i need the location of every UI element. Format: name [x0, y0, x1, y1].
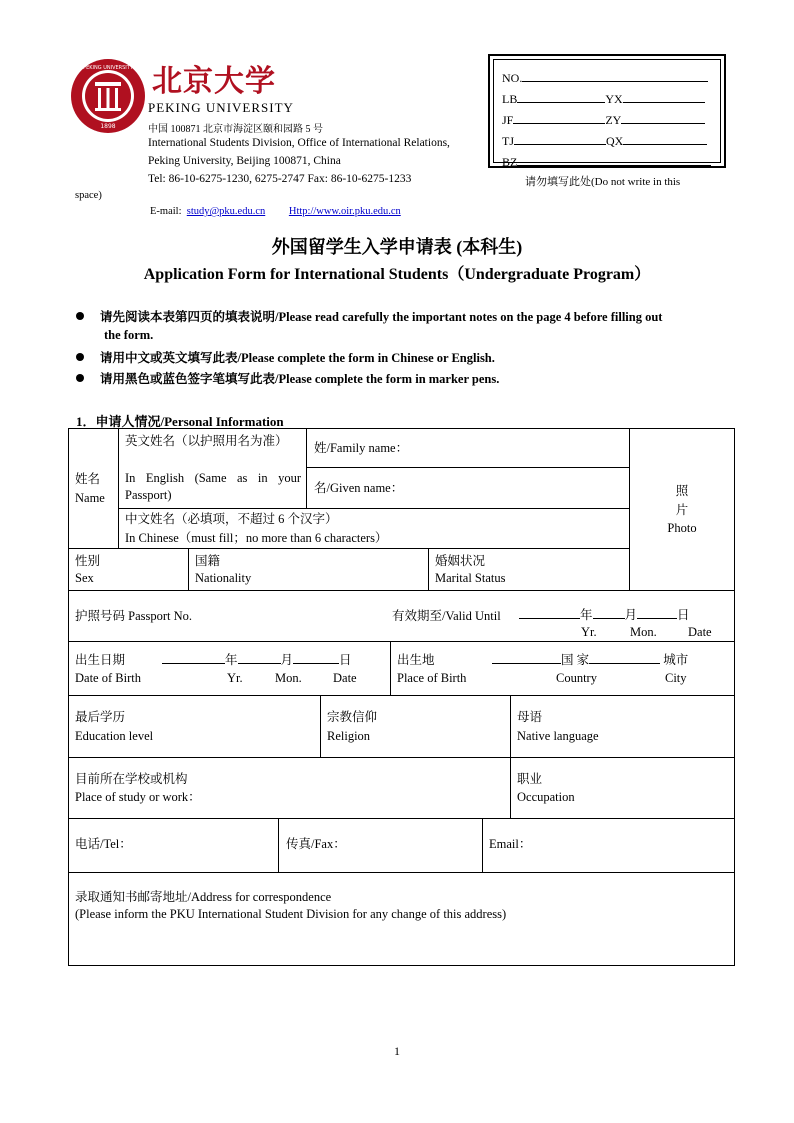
office-field-jf: JF: [502, 113, 514, 127]
bullet-icon: [76, 374, 84, 382]
university-name-cn: 北京大学: [152, 65, 276, 98]
email-link[interactable]: study@pku.edu.cn: [186, 206, 266, 217]
office-use-box: [488, 54, 726, 168]
svg-text:1898: 1898: [100, 123, 116, 130]
date-of-birth-field[interactable]: 出生日期 年 月 日 Date of Birth Yr. Mon. Date: [68, 641, 391, 696]
address-line-1: International Students Division, Office of International Relations,: [148, 137, 450, 149]
note-item-2: 请用中文或英文填写此表/Please complete the form in Chinese or English.: [76, 348, 495, 366]
passport-row: 护照号码 Passport No. 有效期至/Valid Until 年 月 日 Yr. Mon. Date: [68, 590, 735, 642]
office-field-zy: ZY: [605, 113, 622, 127]
form-title-en: Application Form for International Students（Undergraduate Program）: [143, 266, 651, 283]
page-number: 1: [394, 1044, 400, 1058]
address-line-2: Peking University, Beijing 100871, China: [148, 155, 341, 167]
native-language-field[interactable]: 母语 Native language: [510, 695, 735, 758]
place-of-study-field[interactable]: 目前所在学校或机构 Place of study or work：: [68, 757, 511, 819]
tel-field[interactable]: 电话/Tel：: [68, 818, 279, 873]
place-of-birth-field[interactable]: 出生地 国 家 城市 Place of Birth Country City: [390, 641, 735, 696]
university-name-en: PEKING UNIVERSITY: [148, 100, 294, 115]
valid-until-date[interactable]: 年 月 日: [519, 606, 690, 624]
passport-no-field[interactable]: 护照号码 Passport No.: [75, 609, 193, 623]
university-seal-logo: [70, 58, 146, 134]
photo-cell[interactable]: 照 片 Photo: [629, 428, 735, 591]
space-note: space): [75, 190, 102, 201]
valid-until-label: 有效期至/Valid Until: [392, 609, 501, 623]
family-name-field[interactable]: 姓/Family name：: [306, 428, 630, 468]
email-label: E-mail:: [150, 206, 182, 217]
marital-status-field[interactable]: 婚姻状况 Marital Status: [428, 548, 630, 591]
name-label-cell: 姓名 Name: [68, 428, 119, 549]
office-field-qx: QX: [606, 134, 624, 148]
fax-field[interactable]: 传真/Fax：: [278, 818, 483, 873]
office-field-tj: TJ: [502, 134, 514, 148]
education-level-field[interactable]: 最后学历 Education level: [68, 695, 321, 758]
address-line-3: Tel: 86-10-6275-1230, 6275-2747 Fax: 86-10-6275-1233: [148, 173, 412, 185]
english-name-label-cell: 英文姓名（以护照用名为准） In English (Same as in your Passport): [118, 428, 307, 509]
contact-links: [150, 206, 401, 217]
given-name-field[interactable]: 名/Given name：: [306, 467, 630, 509]
bullet-icon: [76, 312, 84, 320]
correspondence-address-field[interactable]: 录取通知书邮寄地址/Address for correspondence (Please inform the PKU International Student Division for any change of this address): [68, 872, 735, 966]
office-field-no: NO.: [502, 71, 523, 85]
office-field-bz: BZ: [502, 155, 518, 169]
email-field[interactable]: Email：: [482, 818, 735, 873]
bullet-icon: [76, 353, 84, 361]
address-cn: 中国 100871 北京市海淀区颐和园路 5 号: [148, 124, 323, 135]
office-note: 请勿填写此处(Do not write in this: [525, 176, 681, 188]
chinese-name-field[interactable]: 中文姓名（必填项，不超过 6 个汉字） In Chinese（must fill；no more than 6 characters）: [118, 508, 630, 549]
religion-field[interactable]: 宗教信仰 Religion: [320, 695, 511, 758]
sex-field[interactable]: 性别 Sex: [68, 548, 189, 591]
office-field-yx: YX: [605, 92, 623, 106]
section-title-personal: 1．申请人情况/Personal Information: [76, 414, 284, 429]
office-field-lb: LB: [502, 92, 518, 106]
note-item-1-cont: the form.: [104, 328, 154, 342]
note-item-1: 请先阅读本表第四页的填表说明/Please read carefully the important notes on the page 4 before filling out: [76, 307, 662, 325]
website-link[interactable]: Http://www.oir.pku.edu.cn: [288, 206, 401, 217]
nationality-field[interactable]: 国籍 Nationality: [188, 548, 429, 591]
occupation-field[interactable]: 职业 Occupation: [510, 757, 735, 819]
form-title-cn: 外国留学生入学申请表 (本科生): [271, 237, 523, 257]
note-item-3: 请用黑色或蓝色签字笔填写此表/Please complete the form in marker pens.: [76, 369, 499, 387]
svg-text:PEKING UNIVERSITY: PEKING UNIVERSITY: [83, 65, 133, 71]
